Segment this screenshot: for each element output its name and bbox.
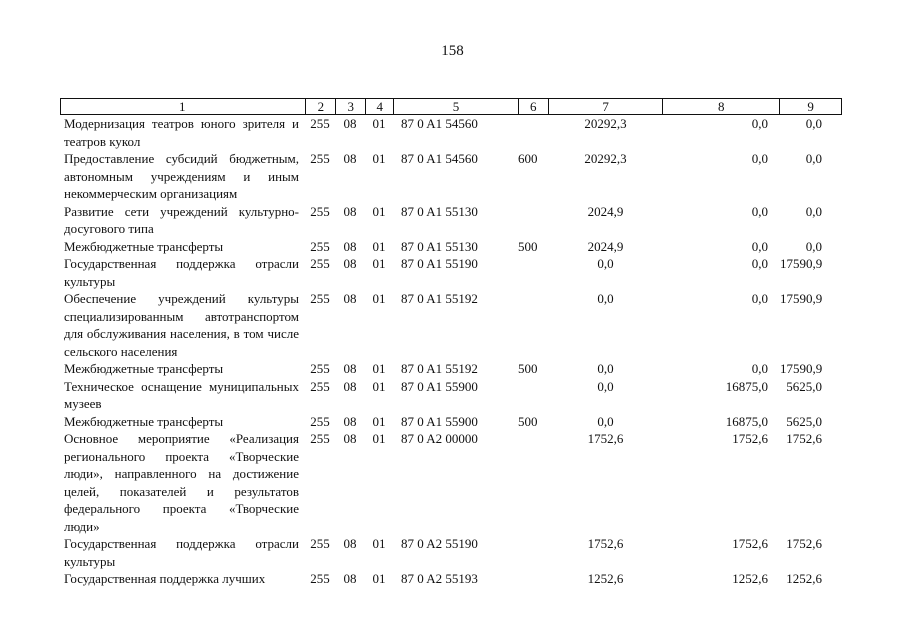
row-cell-col-9: 1252,6 bbox=[786, 571, 822, 586]
row-cell-col-2: 255 bbox=[310, 536, 330, 551]
row-cell-col-6 bbox=[518, 203, 548, 238]
row-cell-col-2: 255 bbox=[310, 378, 330, 394]
row-name-cell: Межбюджетные трансферты bbox=[64, 413, 224, 429]
header-col-9: 9 bbox=[779, 99, 841, 114]
row-cell-col-3: 08 bbox=[343, 361, 357, 376]
row-cell-col-9: 0,0 bbox=[805, 151, 822, 166]
row-cell-col-3: 08 bbox=[343, 413, 357, 429]
row-cell-col-9: 5625,0 bbox=[786, 378, 822, 394]
row-cell-col-2: 255 bbox=[310, 238, 330, 254]
row-cell-col-2: 255 bbox=[310, 361, 330, 376]
row-cell-col-7: 1752,6 bbox=[587, 431, 624, 446]
table-row bbox=[60, 238, 842, 256]
row-cell-col-6 bbox=[518, 535, 548, 570]
row-cell-col-8: 0,0 bbox=[751, 361, 768, 376]
row-cell-col-4: 01 bbox=[372, 571, 386, 586]
row-cell-col-5: 87 0 A1 54560 bbox=[401, 151, 478, 166]
header-col-8: 8 bbox=[662, 99, 779, 114]
row-cell-col-7: 2024,9 bbox=[587, 238, 624, 254]
row-cell-col-6 bbox=[518, 115, 548, 150]
row-cell-col-5: 87 0 A1 55900 bbox=[401, 378, 478, 394]
row-cell-col-9: 17590,9 bbox=[780, 291, 823, 306]
header-col-3: 3 bbox=[335, 99, 365, 114]
table-row bbox=[60, 570, 842, 588]
row-cell-col-8: 0,0 bbox=[751, 238, 768, 254]
row-cell-col-3: 08 bbox=[343, 203, 357, 219]
row-cell-col-8: 0,0 bbox=[751, 203, 768, 219]
table-row bbox=[60, 535, 842, 570]
row-cell-col-3: 08 bbox=[343, 256, 357, 271]
row-cell-col-2: 255 bbox=[310, 291, 330, 306]
row-cell-col-8: 0,0 bbox=[751, 151, 768, 166]
row-cell-col-3: 08 bbox=[343, 291, 357, 306]
row-cell-col-8: 16875,0 bbox=[725, 413, 768, 429]
table-row bbox=[60, 360, 842, 378]
table-row bbox=[60, 430, 842, 535]
row-cell-col-5: 87 0 A2 55193 bbox=[401, 571, 478, 586]
header-col-1: 1 bbox=[178, 99, 186, 114]
row-cell-col-3: 08 bbox=[343, 431, 357, 446]
row-cell-col-7: 0,0 bbox=[597, 256, 614, 271]
row-cell-col-4: 01 bbox=[372, 238, 386, 254]
row-cell-col-5: 87 0 A1 54560 bbox=[401, 116, 478, 131]
row-cell-col-9: 1752,6 bbox=[786, 431, 822, 446]
row-cell-col-4: 01 bbox=[372, 361, 386, 376]
row-cell-col-4: 01 bbox=[372, 431, 386, 446]
row-cell-col-3: 08 bbox=[343, 238, 357, 254]
row-cell-col-5: 87 0 A1 55190 bbox=[401, 256, 478, 271]
row-cell-col-3: 08 bbox=[343, 116, 357, 131]
row-name-cell: Предоставление субсидий бюджетным, автономным учреждениям и иным некоммерческим организациям bbox=[64, 151, 299, 201]
table-row bbox=[60, 378, 842, 413]
row-cell-col-8: 1752,6 bbox=[732, 431, 768, 446]
table-row bbox=[60, 413, 842, 431]
header-col-6: 6 bbox=[518, 99, 548, 114]
table-body bbox=[60, 115, 842, 588]
row-cell-col-8: 0,0 bbox=[751, 116, 768, 131]
row-name-cell: Государственная поддержка отрасли культуры bbox=[64, 256, 299, 289]
row-cell-col-7: 20292,3 bbox=[584, 116, 627, 131]
row-cell-col-2: 255 bbox=[310, 431, 330, 446]
row-cell-col-6 bbox=[518, 255, 548, 290]
row-cell-col-6: 500 bbox=[518, 238, 538, 254]
row-cell-col-7: 0,0 bbox=[597, 413, 614, 429]
table-row bbox=[60, 255, 842, 290]
row-cell-col-6: 600 bbox=[518, 151, 538, 166]
row-cell-col-2: 255 bbox=[310, 116, 330, 131]
row-cell-col-5: 87 0 A1 55900 bbox=[401, 413, 478, 429]
row-cell-col-2: 255 bbox=[310, 413, 330, 429]
page-number: 158 bbox=[441, 43, 464, 59]
row-cell-col-7: 1752,6 bbox=[587, 536, 624, 551]
row-cell-col-8: 0,0 bbox=[751, 291, 768, 306]
row-cell-col-5: 87 0 A1 55192 bbox=[401, 291, 478, 306]
row-cell-col-4: 01 bbox=[372, 378, 386, 394]
table-row bbox=[60, 150, 842, 203]
row-cell-col-4: 01 bbox=[372, 203, 386, 219]
row-cell-col-7: 0,0 bbox=[597, 378, 614, 394]
row-cell-col-7: 0,0 bbox=[597, 291, 614, 306]
row-cell-col-8: 16875,0 bbox=[725, 378, 768, 394]
row-name-cell: Основное мероприятие «Реализация регионального проекта «Творческие люди», направленного на достижение целей, показателей и результатов федерального проекта «Творческие люди» bbox=[64, 431, 299, 534]
row-cell-col-4: 01 bbox=[372, 413, 386, 429]
row-cell-col-9: 1752,6 bbox=[786, 536, 822, 551]
row-cell-col-2: 255 bbox=[310, 256, 330, 271]
table-row bbox=[60, 290, 842, 360]
row-name-cell: Межбюджетные трансферты bbox=[64, 361, 224, 376]
row-cell-col-9: 17590,9 bbox=[780, 256, 823, 271]
row-cell-col-3: 08 bbox=[343, 151, 357, 166]
row-name-cell: Техническое оснащение муниципальных музеев bbox=[64, 378, 299, 411]
row-cell-col-4: 01 bbox=[372, 116, 386, 131]
budget-table bbox=[60, 98, 842, 588]
row-cell-col-7: 0,0 bbox=[597, 361, 614, 376]
row-cell-col-5: 87 0 A1 55130 bbox=[401, 203, 478, 219]
row-name-cell: Государственная поддержка лучших bbox=[64, 571, 266, 586]
row-cell-col-4: 01 bbox=[372, 256, 386, 271]
row-name-cell: Обеспечение учреждений культуры специализированным автотранспортом для обслуживания населения, в том числе сельского населения bbox=[64, 291, 299, 359]
row-cell-col-2: 255 bbox=[310, 203, 330, 219]
table-row bbox=[60, 203, 842, 238]
header-col-7: 7 bbox=[548, 99, 663, 114]
row-cell-col-5: 87 0 A2 55190 bbox=[401, 536, 478, 551]
row-cell-col-9: 5625,0 bbox=[786, 413, 822, 429]
row-cell-col-3: 08 bbox=[343, 571, 357, 586]
table-header bbox=[60, 98, 842, 115]
row-cell-col-7: 20292,3 bbox=[584, 151, 627, 166]
row-name-cell: Развитие сети учреждений культурно-досугового типа bbox=[64, 203, 299, 236]
row-cell-col-4: 01 bbox=[372, 536, 386, 551]
row-cell-col-9: 0,0 bbox=[805, 203, 822, 219]
row-name-cell: Государственная поддержка отрасли культуры bbox=[64, 536, 299, 569]
row-cell-col-7: 1252,6 bbox=[587, 571, 624, 586]
row-cell-col-3: 08 bbox=[343, 536, 357, 551]
header-col-2: 2 bbox=[305, 99, 335, 114]
row-cell-col-8: 1752,6 bbox=[732, 536, 768, 551]
row-name-cell: Модернизация театров юного зрителя и театров кукол bbox=[64, 116, 299, 149]
row-cell-col-4: 01 bbox=[372, 151, 386, 166]
row-cell-col-6: 500 bbox=[518, 413, 538, 429]
row-cell-col-6 bbox=[518, 378, 548, 413]
row-cell-col-3: 08 bbox=[343, 378, 357, 394]
row-cell-col-2: 255 bbox=[310, 151, 330, 166]
row-cell-col-2: 255 bbox=[310, 571, 330, 586]
row-cell-col-7: 2024,9 bbox=[587, 203, 624, 219]
row-cell-col-9: 17590,9 bbox=[780, 361, 823, 376]
header-col-4: 4 bbox=[365, 99, 393, 114]
table-row bbox=[60, 115, 842, 150]
row-cell-col-9: 0,0 bbox=[805, 238, 822, 254]
row-cell-col-5: 87 0 A2 00000 bbox=[401, 431, 478, 446]
row-cell-col-8: 0,0 bbox=[751, 256, 768, 271]
row-cell-col-6 bbox=[518, 570, 548, 588]
row-cell-col-8: 1252,6 bbox=[732, 571, 768, 586]
row-cell-col-9: 0,0 bbox=[805, 116, 822, 131]
row-cell-col-5: 87 0 A1 55192 bbox=[401, 361, 478, 376]
row-cell-col-6 bbox=[518, 290, 548, 360]
row-cell-col-5: 87 0 A1 55130 bbox=[401, 238, 478, 254]
row-cell-col-4: 01 bbox=[372, 291, 386, 306]
row-cell-col-6: 500 bbox=[518, 361, 538, 376]
header-col-5: 5 bbox=[393, 99, 518, 114]
row-name-cell: Межбюджетные трансферты bbox=[64, 238, 224, 254]
row-cell-col-6 bbox=[518, 430, 548, 535]
